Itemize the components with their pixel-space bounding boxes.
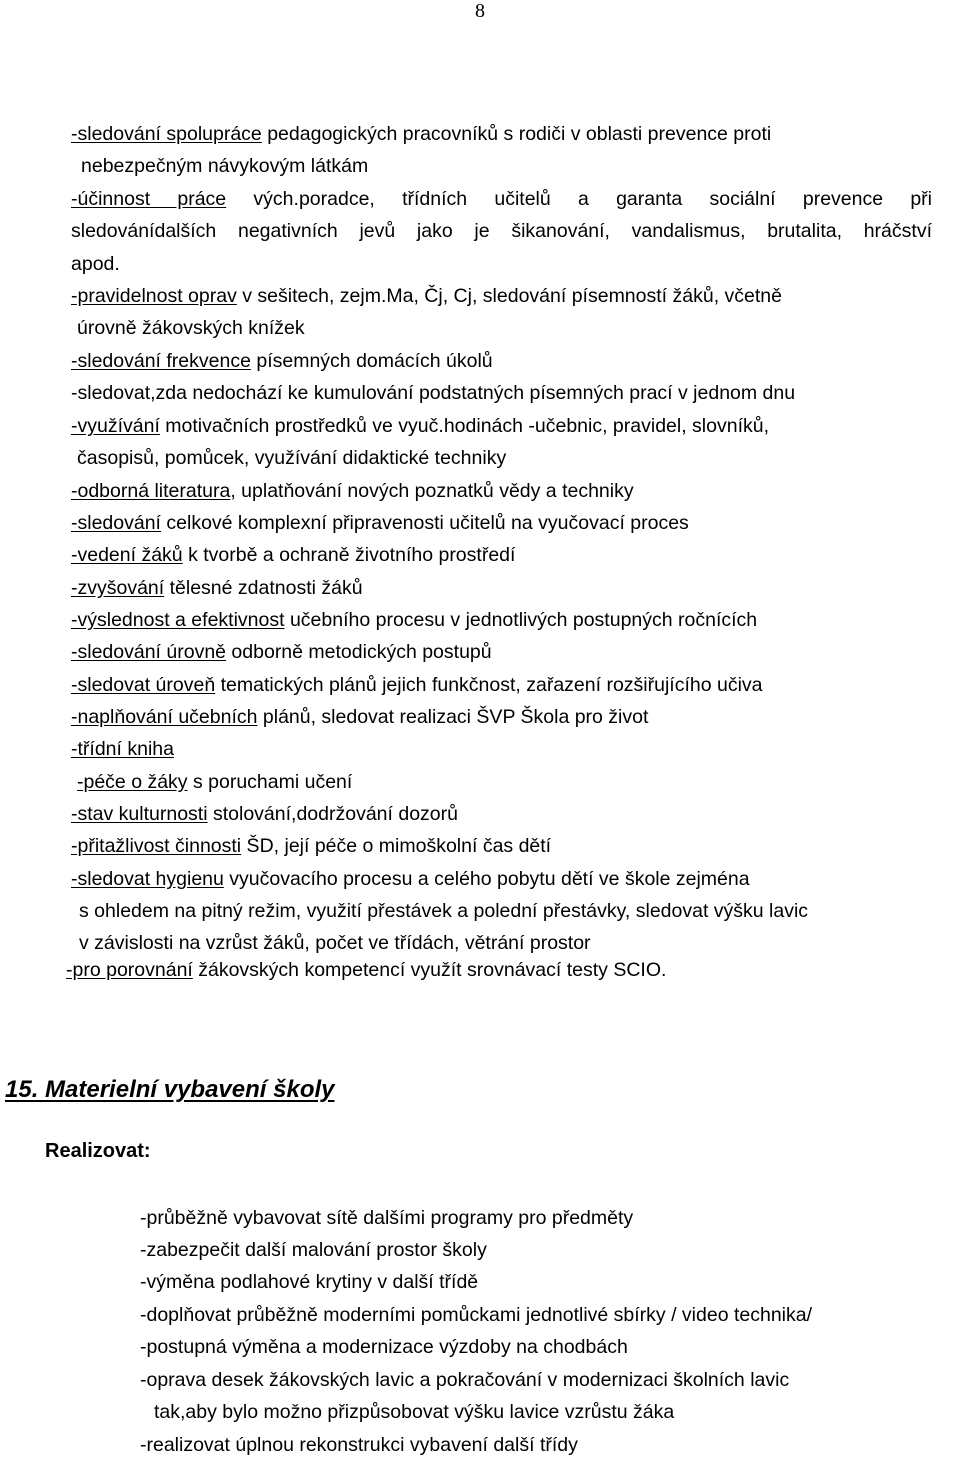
subheading: Realizovat: bbox=[45, 1140, 151, 1162]
line-text: ŠD, její péče o mimoškolní čas dětí bbox=[241, 835, 552, 857]
underlined-term: -třídní kniha bbox=[71, 738, 174, 760]
monitoring-line bbox=[66, 958, 666, 982]
line-text: časopisů, pomůcek, využívání didaktické techniky bbox=[77, 447, 507, 469]
monitoring-line bbox=[71, 867, 750, 891]
underlined-term: -pravidelnost oprav bbox=[71, 285, 237, 307]
underlined-term: -naplňování učebních bbox=[71, 706, 258, 728]
monitoring-line bbox=[71, 252, 120, 276]
underlined-term: -sledování úrovně bbox=[71, 641, 227, 663]
underlined-term: -přitažlivost činnosti bbox=[71, 835, 242, 857]
equipment-item: -oprava desek žákovských lavic a pokračování v modernizaci školních lavic bbox=[140, 1369, 790, 1391]
monitoring-line bbox=[77, 316, 305, 340]
monitoring-line bbox=[71, 381, 795, 405]
underlined-term: -účinnost práce bbox=[71, 188, 227, 210]
line-text: v závislosti na vzrůst žáků, počet ve třídách, větrání prostor bbox=[79, 932, 591, 954]
line-text: celkové komplexní připravenosti učitelů na vyučovací proces bbox=[160, 512, 689, 534]
line-text: stolování,dodržování dozorů bbox=[207, 803, 458, 825]
page-number: 8 bbox=[475, 0, 485, 22]
line-text: motivačních prostředků ve vyuč.hodinách -učebnic, pravidel, slovníků, bbox=[159, 415, 770, 437]
monitoring-line bbox=[71, 479, 634, 503]
monitoring-line bbox=[71, 187, 932, 211]
underlined-term: -vedení žáků bbox=[71, 544, 183, 566]
underlined-term: -sledování bbox=[71, 512, 161, 534]
line-text: úrovně žákovských knížek bbox=[77, 317, 305, 339]
line-text: písemných domácích úkolů bbox=[250, 350, 493, 372]
equipment-item: -postupná výměna a modernizace výzdoby na chodbách bbox=[140, 1336, 628, 1358]
line-text: -sledovat,zda nedochází ke kumulování podstatných písemných prací v jednom dnu bbox=[71, 382, 796, 404]
line-text: vyučovacího procesu a celého pobytu dětí ve škole zejména bbox=[223, 868, 750, 890]
line-text: pedagogických pracovníků s rodiči v oblasti prevence proti bbox=[261, 123, 772, 145]
line-text: , uplatňování nových poznatků vědy a techniky bbox=[230, 480, 634, 502]
monitoring-line bbox=[77, 446, 506, 470]
monitoring-line bbox=[71, 219, 932, 243]
line-text: odborně metodických postupů bbox=[226, 641, 492, 663]
monitoring-line bbox=[71, 543, 515, 567]
monitoring-line bbox=[71, 705, 648, 729]
equipment-item: -realizovat úplnou rekonstrukci vybavení další třídy bbox=[140, 1434, 578, 1456]
monitoring-line bbox=[77, 770, 352, 794]
line-text: plánů, sledovat realizaci ŠVP Škola pro život bbox=[257, 706, 649, 728]
monitoring-line bbox=[71, 802, 458, 826]
line-text: s poruchami učení bbox=[187, 771, 353, 793]
monitoring-line bbox=[71, 640, 492, 664]
line-text: učebního procesu v jednotlivých postupných ročnících bbox=[284, 609, 758, 631]
monitoring-line bbox=[71, 608, 757, 632]
monitoring-line bbox=[71, 834, 551, 858]
monitoring-line bbox=[79, 899, 808, 923]
underlined-term: -odborná literatura bbox=[71, 480, 231, 502]
monitoring-line bbox=[71, 284, 782, 308]
monitoring-line bbox=[81, 154, 368, 178]
underlined-term: -sledování frekvence bbox=[71, 350, 251, 372]
monitoring-line bbox=[71, 349, 493, 373]
underlined-term: -sledování spolupráce bbox=[71, 123, 262, 145]
line-text: sledovánídalších negativních jevů jako je šikanování, vandalismus, brutalita, hráčství bbox=[71, 220, 932, 242]
equipment-item: -průběžně vybavovat sítě dalšími programy pro předměty bbox=[140, 1207, 634, 1229]
line-text: tematických plánů jejich funkčnost, zařazení rozšiřujícího učiva bbox=[215, 674, 763, 696]
line-text: k tvorbě a ochraně životního prostředí bbox=[182, 544, 516, 566]
section-heading: 15. Materielní vybavení školy bbox=[5, 1076, 335, 1103]
monitoring-line bbox=[71, 737, 174, 761]
underlined-term: -stav kulturnosti bbox=[71, 803, 208, 825]
equipment-item: -zabezpečit další malování prostor školy bbox=[140, 1239, 487, 1261]
monitoring-line bbox=[71, 673, 763, 697]
monitoring-line bbox=[71, 511, 689, 535]
monitoring-line bbox=[71, 414, 769, 438]
underlined-term: -sledovat hygienu bbox=[71, 868, 224, 890]
underlined-term: -zvyšování bbox=[71, 577, 165, 599]
equipment-item: -výměna podlahové krytiny v další třídě bbox=[140, 1271, 479, 1293]
equipment-item: tak,aby bylo možno přizpůsobovat výšku lavice vzrůstu žáka bbox=[154, 1401, 675, 1423]
monitoring-line bbox=[71, 576, 363, 600]
underlined-term: -využívání bbox=[71, 415, 160, 437]
monitoring-line bbox=[71, 122, 771, 146]
line-text: apod. bbox=[71, 253, 120, 275]
equipment-item: -doplňovat průběžně moderními pomůckami jednotlivé sbírky / video technika/ bbox=[140, 1304, 813, 1326]
underlined-term: -pro porovnání bbox=[66, 959, 193, 981]
underlined-term: -sledovat úroveň bbox=[71, 674, 216, 696]
monitoring-line bbox=[79, 931, 591, 955]
line-text: s ohledem na pitný režim, využití přestávek a polední přestávky, sledovat výšku lavic bbox=[79, 900, 809, 922]
line-text: v sešitech, zejm.Ma, Čj, Cj, sledování písemností žáků, včetně bbox=[236, 285, 782, 307]
underlined-term: -péče o žáky bbox=[77, 771, 188, 793]
line-text: žákovských kompetencí využít srovnávací testy SCIO. bbox=[192, 959, 667, 981]
line-text: tělesné zdatnosti žáků bbox=[164, 577, 363, 599]
line-text: vých.poradce, třídních učitelů a garanta sociální prevence při bbox=[226, 188, 932, 210]
underlined-term: -výslednost a efektivnost bbox=[71, 609, 285, 631]
line-text: nebezpečným návykovým látkám bbox=[81, 155, 369, 177]
